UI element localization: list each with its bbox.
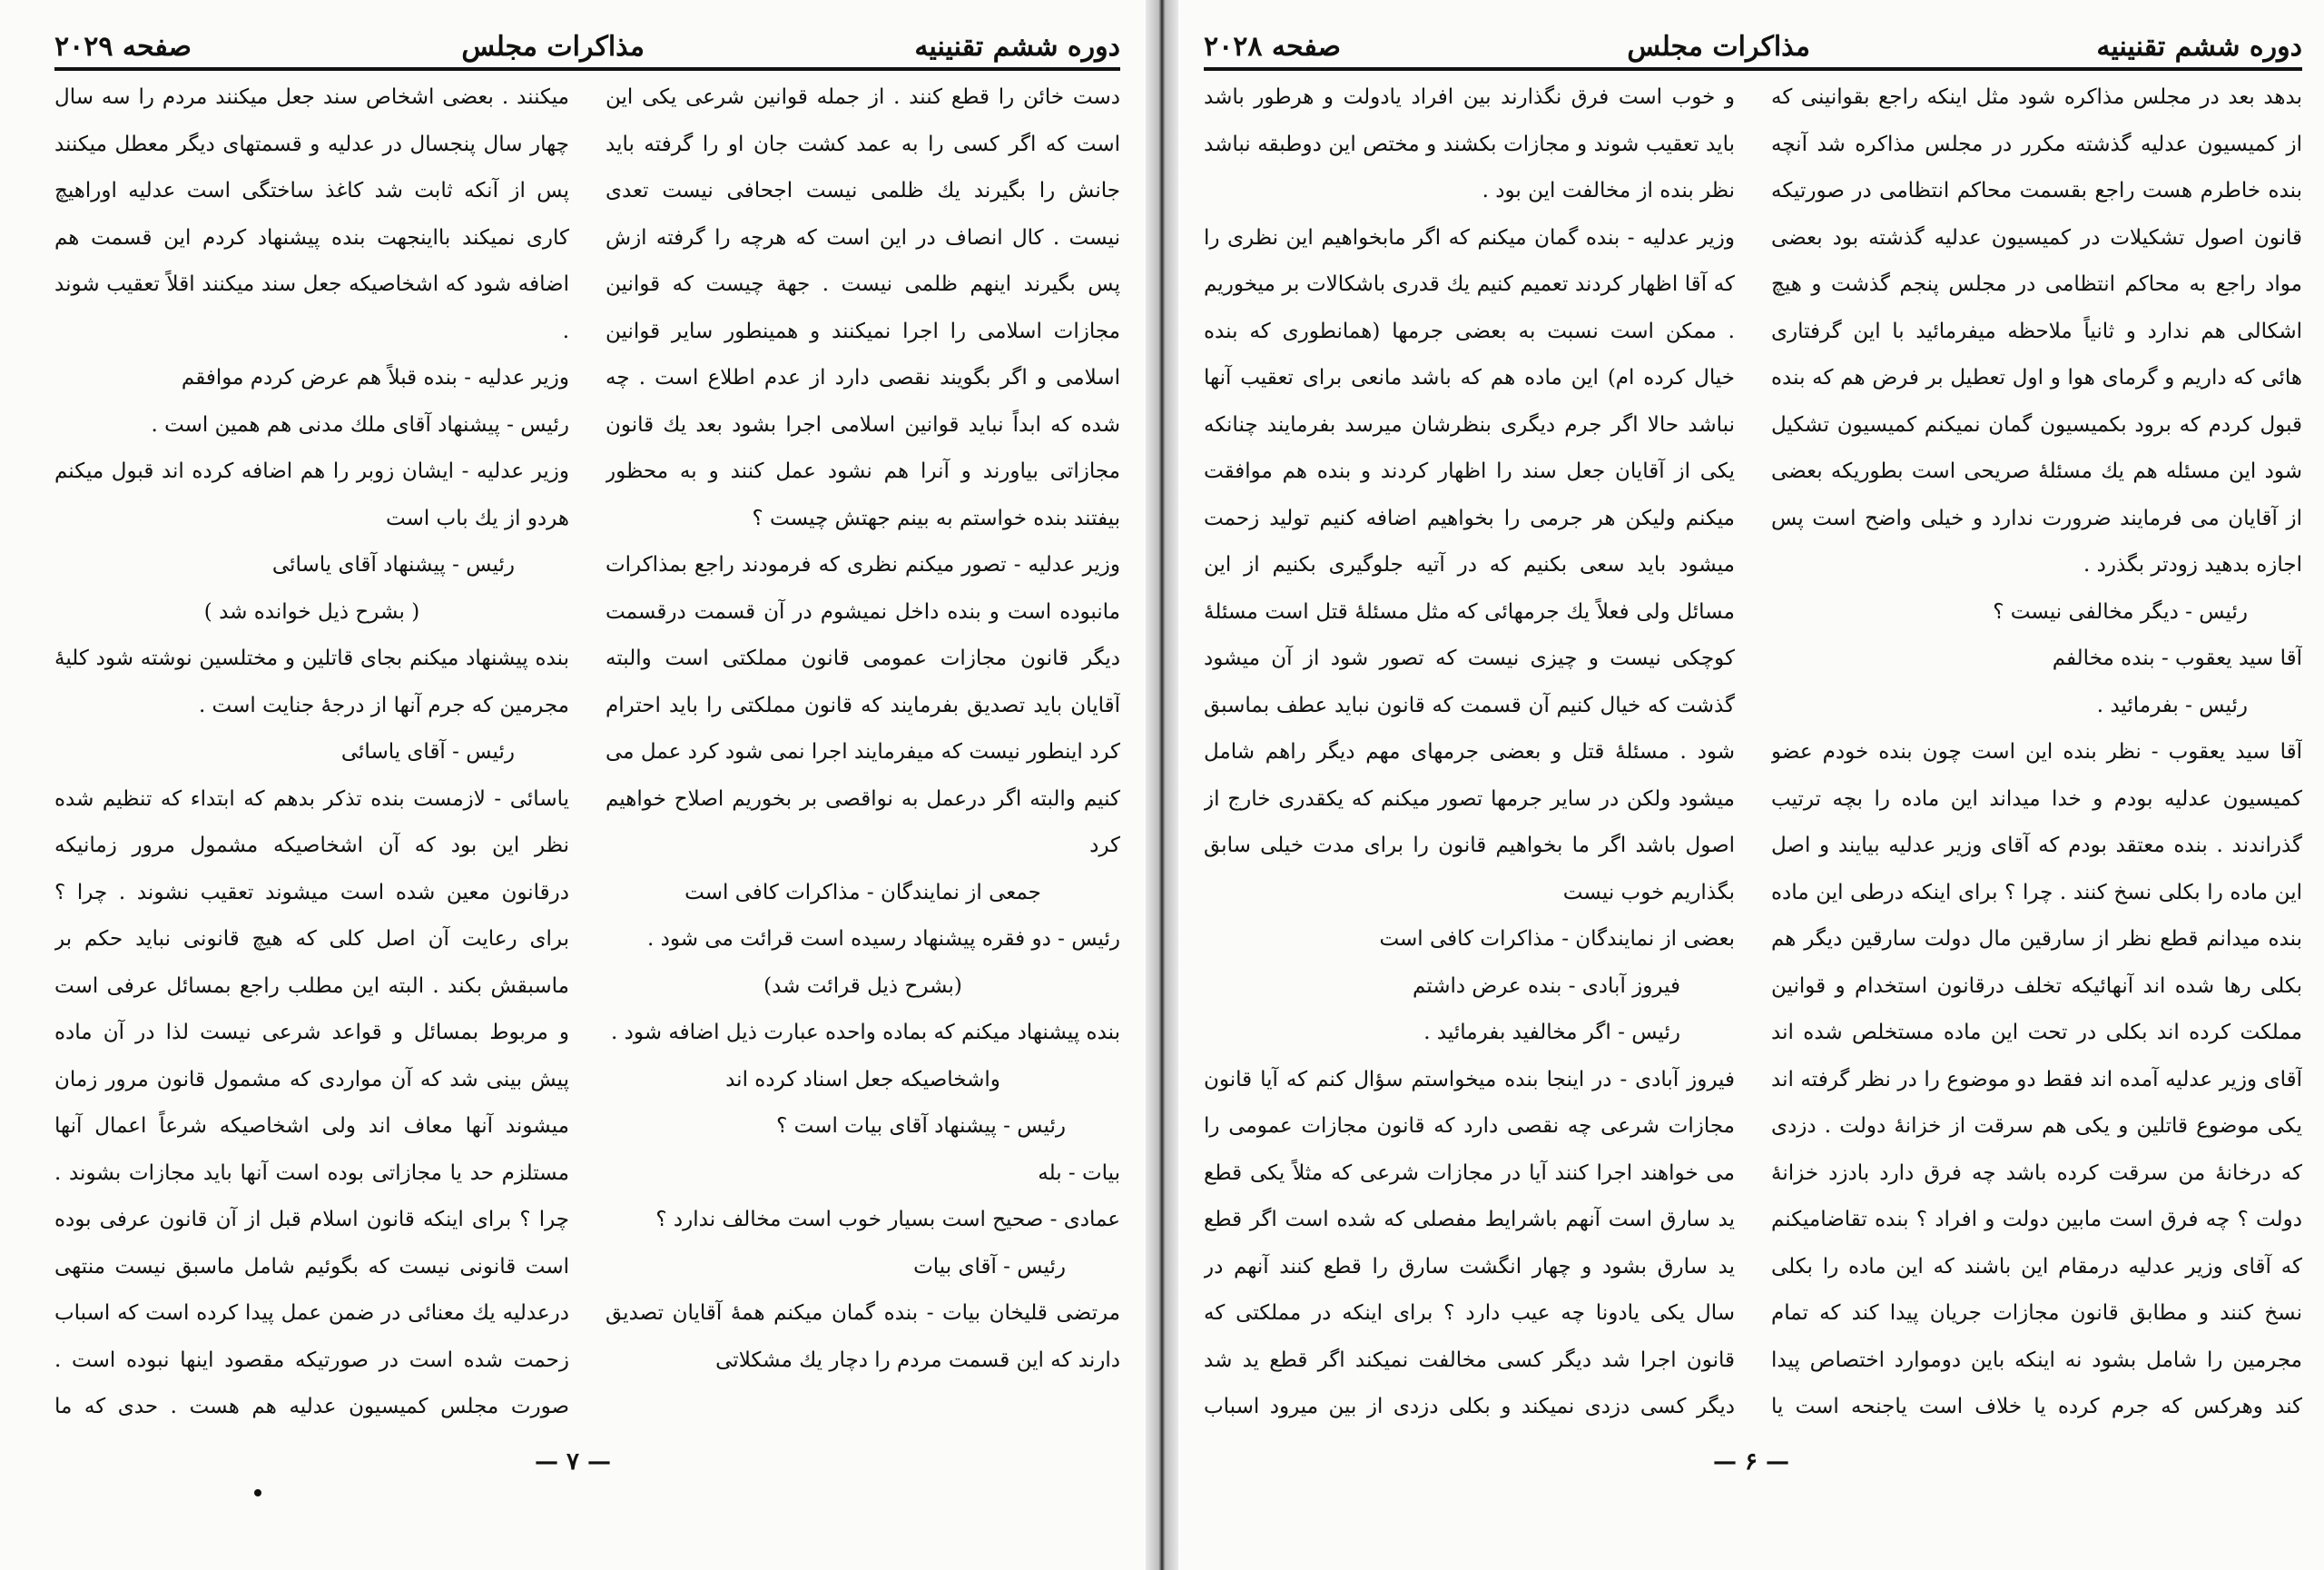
ink-dot [254,1489,261,1496]
right-page-footer: — ۶ — [1712,1448,1790,1476]
left-header-page-number: صفحه ۲۰۲۹ [54,30,192,63]
paragraph: رئیس - پیشنهاد آقای یاسائی [271,553,515,577]
right-page-columns [1204,74,2302,1434]
left-page-columns [54,74,1120,1434]
left-page-column-left [54,74,569,1434]
paragraph: ( بشرح ذیل خوانده شد ) [203,599,420,624]
paragraph: آقا سید یعقوب - نظر بنده این است چون بنده خودم عضو کمیسیون عدلیه بودم و خدا میداند این ماده را بچه ترتیب گذراندند . بنده معتقد بودم که آقای وزیر عدلیه بیایند و اصل این ماده را بکلی نسخ کنند . چرا ؟ برای اینکه درطی این ماده بنده میدانم قطع نظر از سارقین مال دولت سارقین دیگر هم بکلی رها شده اند آنهائیکه تخلف درقانون استخدام و قوانین مملکت کرده اند بکلی در تحت این ماده مستخلص شده اند آقای وزیر عدلیه آمده اند فقط دو موضوع را در نظر گرفته اند یکی موضوع قاتلین و یکی هم سرقت از خزانهٔ دولت . دزدی که درخانهٔ من سرقت کرده باشد چه فرق دارد بادزد خزانهٔ دولت ؟ چه فرق است مابین دولت و افراد ؟ بنده تقاضامیکنم که آقای وزیر عدلیه درمقام این باشند که این ماده را بکلی نسخ کنند و مطابق قانون مجازات جریان پیدا کند که تمام مجرمین را شامل بشود نه اینکه باین دوموارد اختصاص پیدا کند وهرکس که جرم کرده یا خلاف است یاجنحه است یا [1771,740,2302,1418]
left-page-column-right [606,74,1120,1434]
paragraph: میکنند . بعضی اشخاص سند جعل میکنند مردم را سه سال چهار سال پنجسال در عدلیه و قسمتهای دیگر معطل میکنند پس از آنکه ثابت شد کاغذ ساختگی است عدلیه اوراهیچ کاری نمیکند بااینجهت بنده پیشنهاد کردم این قسمت هم اضافه شود که اشخاصیکه جعل سند میکنند اقلاً تعقیب شوند . [54,85,569,343]
paragraph: (بشرح ذیل قرائت شد) [763,973,962,998]
left-page-footer: — ۷ — [534,1448,612,1476]
right-page-column-right [1771,74,2302,1434]
left-page-header [54,24,1120,69]
paragraph: رئیس - آقای بیات [913,1254,1066,1279]
right-page-header [1204,24,2302,69]
paragraph: واشخاصیکه جعل اسناد کرده اند [725,1067,1000,1091]
paragraph: بیات - بله [1038,1160,1120,1185]
paragraph: بنده پیشنهاد میکنم بجای قاتلین و مختلسین نوشته شود کلیهٔ مجرمین که جرم آنها از درجهٔ جنایت است . [54,647,569,717]
paragraph: رئیس - دیگر مخالفی نیست ؟ [1993,599,2248,624]
paragraph: آقا سید یعقوب - بنده مخالفم [2052,647,2302,670]
paragraph: رئیس - پیشنهاد آقای بیات است ؟ [776,1114,1066,1138]
right-header-title: مذاکرات مجلس [1627,30,1810,63]
right-page [1178,0,2324,1570]
paragraph: رئیس - دو فقره پیشنهاد رسیده است قرائت می شود . [647,927,1120,951]
right-header-page-number: صفحه ۲۰۲۸ [1204,30,1342,63]
right-header-session: دوره ششم تقنینیه [2096,30,2302,63]
paragraph: رئیس - اگر مخالفید بفرمائید . [1423,1021,1680,1044]
book-gutter [1146,0,1178,1570]
paragraph: بدهد بعد در مجلس مذاکره شود مثل اینکه راجع بقوانینی که از کمیسیون عدلیه گذشته مکرر در مجلس مذاکره شد آنچه بنده خاطرم هست راجع بقسمت محاکم انتظامی در صورتیکه قانون اصول تشکیلات در کمیسیون عدلیه گذشته بود بعضی مواد راجع به محاکم انتظامی در مجلس پنجم گذشت و هیچ اشکالی هم ندارد و ثانیاً ملاحظه میفرمائید با این گرفتاری هائی که داریم و گرمای هوا و اول تعطیل بر فرض هم که بنده قبول کردم که برود بکمیسیون گمان نمیکنم کمیسیون تشکیل شود این مسئله هم یك مسئلهٔ صریحی است بطوریکه بعضی از آقایان می فرمایند ضرورت ندارد و خیلی واضح است پس اجازه بدهید زودتر بگذرد . [1771,85,2302,577]
paragraph: عمادی - صحیح است بسیار خوب است مخالف ندارد ؟ [655,1208,1120,1231]
paragraph: بنده پیشنهاد میکنم که بماده واحده عبارت ذیل اضافه شود . [610,1021,1120,1044]
paragraph: فیروز آبادی - در اینجا بنده میخواستم سؤال کنم که آیا قانون مجازات شرعی چه نقصی دارد که قانون مجازات عمومی را می خواهند اجرا کنند آیا در مجازات شرعی که مثلاً یکی قطع ید سارق است آنهم باشرایط مفصلی که شده است اگر قطع ید سارق بشود و چهار انگشت سارق را قطع کنند آنهم در سال یکی یادونا چه عیب دارد ؟ برای اینکه در مملکتی که قانون اجرا شد دیگر کسی مخالفت نمیکند اگر قطع ید شد دیگر کسی دزدی نمیکند و بکلی دزدی از بین میرود اسباب [1204,1067,1735,1418]
paragraph: فیروز آبادی - بنده عرض داشتم [1412,973,1680,998]
paragraph: مرتضی قلیخان بیات - بنده گمان میکنم همهٔ آقایان تصدیق دارند که این قسمت مردم را دچار یك مشکلاتی [606,1301,1120,1372]
paragraph: رئیس - بفرمائید . [2096,693,2248,717]
left-header-rule [54,67,1120,71]
paragraph: رئیس - پیشنهاد آقای ملك مدنی هم همین است . [151,412,569,437]
paragraph: وزیر عدلیه - بنده قبلاً هم عرض کردم موافقم [181,366,569,390]
paragraph: رئیس - آقای یاسائی [340,740,515,764]
right-page-column-left [1204,74,1735,1434]
paragraph: وزیر عدلیه - ایشان زوبر را هم اضافه کرده اند قبول میکنم هردو از یك باب است [54,459,569,530]
left-page [0,0,1146,1570]
paragraph: وزیر عدلیه - بنده گمان میکنم که اگر مابخواهیم این نظری را که آقا اظهار کردند تعمیم کنیم یك قدری باشکالات بر میخوریم . ممکن است نسبت به بعضی جرمها (همانطوری که بنده خیال کرده ام) این ماده هم که باشد مانعی برای تعقیب آنها نباشد حالا اگر جرم دیگری بنظرشان میرسد بفرمایند چنانکه یکی از آقایان جعل سند را اظهار کردند و بنده هم موافقت میکنم ولیکن هر جرمی را بخواهیم اضافه کنیم تولید زحمت میشود باید سعی بکنیم که در آتیه جلوگیری بکنیم از این مسائل ولی فعلاً یك جرمهائی که مثل مسئلهٔ قتل است مسئلهٔ کوچکی نیست و چیزی نیست که تصور شود از آن میشود گذشت که خیال کنیم آن قسمت که قانون نباید عطف بماسبق شود . مسئلهٔ قتل و بعضی جرمهای مهم دیگر راهم شامل میشود ولکن در سایر جرمها تصور میکنم که یکقدری خارج از اصول باشد اگر ما بخواهیم قانون را برای مدت خیلی سابق بگذاریم خوب نیست [1204,225,1735,904]
paragraph: و خوب است فرق نگذارند بین افراد یادولت و هرطور باشد باید تعقیب شوند و مجازات بکشند و مختص این دوطبقه نباشد نظر بنده از مخالفت این بود . [1204,85,1735,202]
right-header-rule [1204,67,2302,71]
left-header-session: دوره ششم تقنینیه [914,30,1120,63]
paragraph: دست خائن را قطع کنند . از جمله قوانین شرعی یکی این است که اگر کسی را به عمد کشت جان او را گرفته باید جانش را بگیرند یك ظلمی نیست اجحافی نیست تعدی نیست . کال انصاف در این است که هرچه را گرفته ازش پس بگیرند اینهم ظلمی نیست . جهة چیست که قوانین مجازات اسلامی را اجرا نمیکنند و همینطور سایر قوانین اسلامی و اگر بگویند نقصی دارد از عدم اطلاع است . چه شده که ابداً نباید قوانین اسلامی اجرا بشود بعد یك قانون مجازاتی بیاورند و آنرا هم نشود عمل کنند و به محظور بیفتند بنده خواستم به بینم جهتش چیست ؟ [606,85,1120,530]
paragraph: یاسائی - لازمست بنده تذکر بدهم که ابتداء که تنظیم شده نظر این بود که آن اشخاصیکه مشمول مرور زمانیکه درقانون معین شده است میشوند تعقیب نشوند . چرا ؟ برای رعایت آن اصل کلی که هیچ قانونی نباید حکم بر ماسبقش بکند . البته این مطلب راجع بمسائل عرفی است و مربوط بمسائل و قواعد شرعی نیست لذا در آن ماده پیش بینی شد که آن مواردی که مشمول قانون مرور زمان میشوند آنها معاف اند ولی اشخاصیکه شرعاً اعمال آنها مستلزم حد یا مجازاتی بوده است آنها باید مجازات بشوند . چرا ؟ برای اینکه قانون اسلام قبل از آن قانون عرفی بوده است قانونی نیست که بگوئیم شامل ماسبق نیست منتهی درعدلیه یك معنائی در ضمن عمل پیدا کرده است که اسباب زحمت شده است در صورتیکه مقصود اینها نبوده است . صورت مجلس کمیسیون عدلیه هم هست . حدی که ما [54,786,569,1418]
paragraph: جمعی از نمایندگان - مذاکرات کافی است [684,880,1041,904]
left-header-title: مذاکرات مجلس [461,30,645,63]
paragraph: وزیر عدلیه - تصور میکنم نظری که فرمودند راجع بمذاکرات مانبوده است و بنده داخل نمیشوم در آن قسمت درقسمت دیگر قانون مجازات عمومی قانون مملکتی است والبته آقایان باید تصدیق بفرمایند که قانون مملکتی را باید احترام کرد اینطور نیست که میفرمایند اجرا نمی شود کرد عمل می کنیم والبته اگر درعمل به نواقصی بر بخوریم اصلاح خواهیم کرد [606,553,1120,857]
paragraph: بعضی از نمایندگان - مذاکرات کافی است [1379,927,1735,951]
